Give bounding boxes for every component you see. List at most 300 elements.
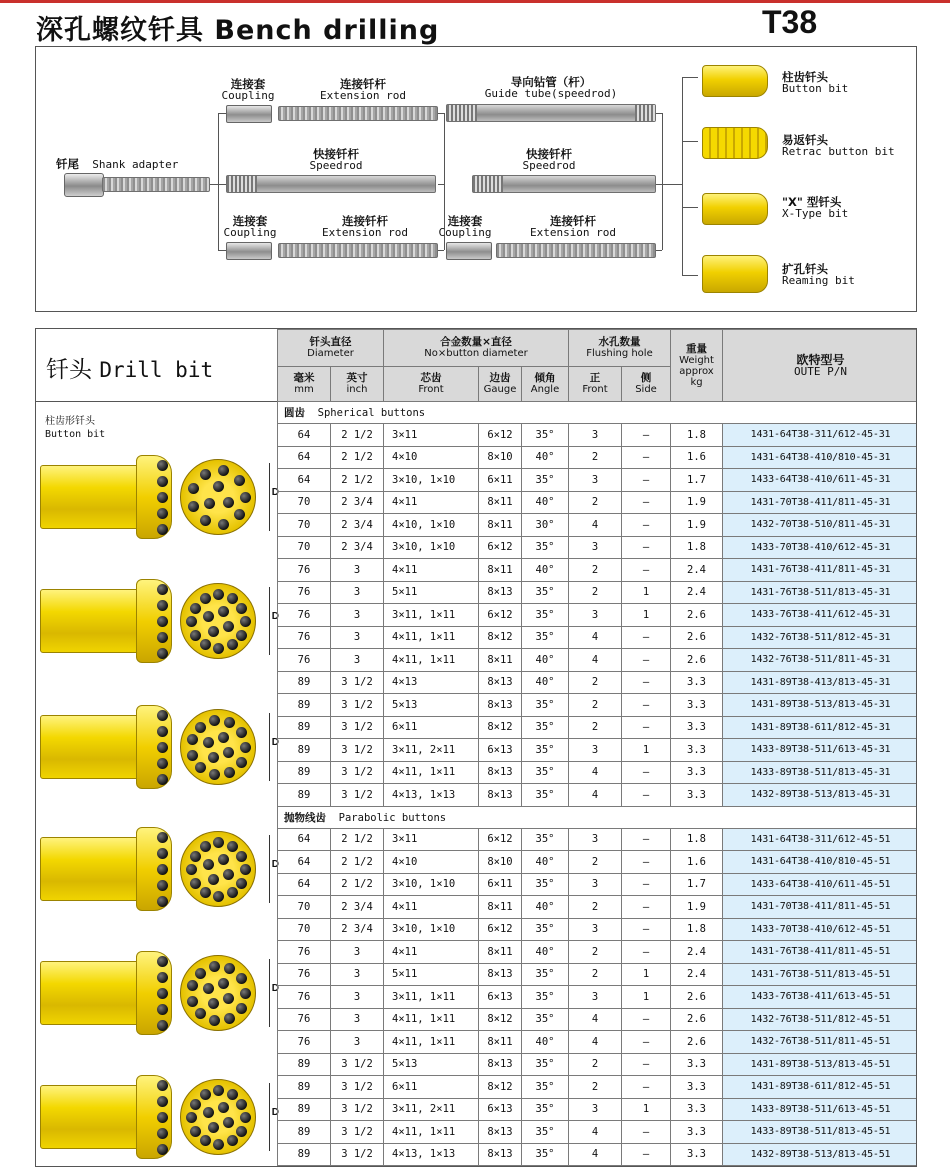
cell-flush-front: 2 [569, 896, 622, 919]
button-bit-illustration [40, 823, 279, 923]
cell-mm: 89 [278, 1143, 331, 1166]
cell-weight: 1.8 [671, 918, 723, 941]
cell-gauge: 8×13 [479, 1121, 522, 1144]
cell-part-number: 1433-89T38-511/613-45-51 [723, 1098, 917, 1121]
cell-mm: 89 [278, 784, 331, 807]
cell-flush-side: – [622, 1053, 671, 1076]
bit-label-reaming: 扩孔钎头 Reaming bit [782, 262, 855, 287]
bot-rod2-shape [496, 243, 656, 258]
cell-angle: 40° [522, 896, 569, 919]
top-rod-label: 连接钎杆 Extension rod [319, 77, 407, 102]
cell-angle: 40° [522, 941, 569, 964]
cell-mm: 89 [278, 1098, 331, 1121]
cell-weight: 1.9 [671, 896, 723, 919]
cell-part-number: 1433-70T38-410/612-45-51 [723, 918, 917, 941]
cell-mm: 89 [278, 671, 331, 694]
cell-gauge: 8×13 [479, 581, 522, 604]
cell-flush-side: – [622, 1031, 671, 1054]
mid-right-rod-label: 快接钎杆 Speedrod [522, 147, 576, 172]
cell-weight: 1.6 [671, 446, 723, 469]
cell-flush-side: – [622, 649, 671, 672]
cell-gauge: 6×13 [479, 739, 522, 762]
cell-part-number: 1432-76T38-511/812-45-31 [723, 626, 917, 649]
button-bit-illustration [40, 1071, 279, 1167]
top-coupling-label: 连接套 Coupling [221, 77, 275, 102]
shank-rod-shape [102, 177, 210, 192]
cell-flush-front: 2 [569, 1076, 622, 1099]
cell-gauge: 8×10 [479, 446, 522, 469]
cell-inch: 3 [331, 626, 384, 649]
cell-gauge: 8×13 [479, 694, 522, 717]
table-row [278, 1076, 918, 1099]
guide-tube-shape [446, 104, 656, 122]
page-title [36, 8, 439, 47]
cell-inch: 3 [331, 649, 384, 672]
cell-inch: 3 1/2 [331, 784, 384, 807]
cell-gauge: 8×11 [479, 896, 522, 919]
cell-inch: 3 [331, 1008, 384, 1031]
branch-line [656, 250, 662, 251]
button-bit-image [702, 65, 768, 97]
section-label-cn: 抛物线齿 [284, 811, 326, 824]
cell-angle: 35° [522, 424, 569, 447]
table-row [278, 896, 918, 919]
cell-inch: 3 [331, 559, 384, 582]
cell-front: 6×11 [384, 716, 479, 739]
cell-angle: 35° [522, 1121, 569, 1144]
cell-front: 5×11 [384, 581, 479, 604]
cell-flush-side: – [622, 918, 671, 941]
bit-face-icon [180, 583, 256, 659]
bit-face-icon [180, 1079, 256, 1155]
cell-part-number: 1432-89T38-513/813-45-51 [723, 1143, 917, 1166]
table-row [278, 716, 918, 739]
cell-flush-side: – [622, 559, 671, 582]
cell-flush-front: 3 [569, 739, 622, 762]
cell-flush-front: 3 [569, 1098, 622, 1121]
cell-flush-front: 4 [569, 626, 622, 649]
cell-flush-side: – [622, 851, 671, 874]
cell-angle: 35° [522, 873, 569, 896]
cell-front: 4×11, 1×11 [384, 649, 479, 672]
bit-label-retrac: 易返钎头 Retrac button bit [782, 133, 895, 158]
cell-angle: 35° [522, 1053, 569, 1076]
spec-table [277, 329, 917, 1166]
table-row [278, 649, 918, 672]
cell-flush-front: 4 [569, 784, 622, 807]
cell-gauge: 8×11 [479, 941, 522, 964]
table-row [278, 828, 918, 851]
cell-flush-side: – [622, 896, 671, 919]
cell-mm: 70 [278, 491, 331, 514]
cell-flush-front: 2 [569, 694, 622, 717]
cell-flush-front: 4 [569, 1143, 622, 1166]
top-coupling-shape [226, 105, 272, 123]
cell-inch: 3 1/2 [331, 1076, 384, 1099]
cell-weight: 3.3 [671, 716, 723, 739]
table-row [278, 469, 918, 492]
bot-coupling2-shape [446, 242, 492, 260]
cell-part-number: 1431-89T38-611/812-45-31 [723, 716, 917, 739]
branch-line [218, 113, 226, 114]
bot-coupling1-label: 连接套 Coupling [223, 214, 277, 239]
cell-inch: 3 [331, 581, 384, 604]
cell-mm: 64 [278, 851, 331, 874]
cell-angle: 30° [522, 514, 569, 537]
cell-weight: 2.6 [671, 1008, 723, 1031]
cell-angle: 40° [522, 1031, 569, 1054]
cell-part-number: 1431-76T38-411/811-45-51 [723, 941, 917, 964]
drill-bit-left-pane [36, 329, 277, 1166]
page-title-cn: 深孔螺纹钎具 [36, 15, 204, 46]
page-title-en: Bench drilling [214, 15, 440, 46]
cell-inch: 3 [331, 941, 384, 964]
bot-rod2-label: 连接钎杆 Extension rod [529, 214, 617, 239]
cell-part-number: 1431-64T38-311/612-45-31 [723, 424, 917, 447]
cell-part-number: 1431-89T38-611/812-45-51 [723, 1076, 917, 1099]
cell-weight: 3.3 [671, 1121, 723, 1144]
cell-flush-side: 1 [622, 986, 671, 1009]
diameter-marker: D [260, 959, 270, 1027]
cell-part-number: 1432-76T38-511/811-45-51 [723, 1031, 917, 1054]
bit-label-button: 柱齿钎头 Button bit [782, 70, 849, 95]
cell-front: 4×11, 1×11 [384, 1121, 479, 1144]
cell-mm: 76 [278, 1031, 331, 1054]
cell-angle: 35° [522, 828, 569, 851]
cell-flush-front: 3 [569, 469, 622, 492]
cell-gauge: 6×12 [479, 918, 522, 941]
drill-bit-spec-panel [35, 328, 917, 1167]
cell-inch: 2 3/4 [331, 918, 384, 941]
header-flushing: 水孔数量 Flushing hole [569, 330, 671, 367]
cell-weight: 1.8 [671, 424, 723, 447]
table-row [278, 536, 918, 559]
cell-angle: 35° [522, 1098, 569, 1121]
cell-front: 3×11, 1×11 [384, 986, 479, 1009]
cell-angle: 35° [522, 963, 569, 986]
table-row [278, 851, 918, 874]
cell-part-number: 1431-89T38-513/813-45-31 [723, 694, 917, 717]
cell-mm: 64 [278, 873, 331, 896]
spec-table-body [278, 402, 918, 1166]
cell-inch: 3 1/2 [331, 1143, 384, 1166]
cell-weight: 2.4 [671, 963, 723, 986]
cell-flush-front: 2 [569, 581, 622, 604]
cell-flush-front: 3 [569, 536, 622, 559]
cell-gauge: 8×10 [479, 851, 522, 874]
cell-front: 4×13 [384, 671, 479, 694]
cell-flush-side: – [622, 1076, 671, 1099]
cell-flush-side: – [622, 873, 671, 896]
cell-mm: 76 [278, 1008, 331, 1031]
guide-tube-label: 导向钻管（杆） Guide tube(speedrod) [484, 75, 618, 100]
header-gauge: 边齿 Gauge [479, 367, 522, 402]
header-flush-side: 侧 Side [622, 367, 671, 402]
cell-angle: 40° [522, 491, 569, 514]
cell-part-number: 1432-89T38-513/813-45-31 [723, 784, 917, 807]
table-row [278, 963, 918, 986]
cell-flush-front: 2 [569, 491, 622, 514]
cell-mm: 89 [278, 1121, 331, 1144]
cell-front: 5×13 [384, 694, 479, 717]
cell-part-number: 1433-70T38-410/612-45-31 [723, 536, 917, 559]
cell-flush-front: 4 [569, 649, 622, 672]
cell-front: 4×13, 1×13 [384, 784, 479, 807]
cell-gauge: 8×11 [479, 1031, 522, 1054]
cell-angle: 40° [522, 446, 569, 469]
branch-line [662, 184, 682, 185]
cell-gauge: 8×13 [479, 784, 522, 807]
cell-flush-front: 4 [569, 514, 622, 537]
header-mm: 毫米 mm [278, 367, 331, 402]
cell-inch: 3 1/2 [331, 1098, 384, 1121]
section-label-en: Spherical buttons [317, 407, 426, 419]
bit-label-x-type: "X" 型钎头 X-Type bit [782, 195, 849, 220]
section-header-row [278, 806, 918, 828]
cell-mm: 89 [278, 739, 331, 762]
cell-front: 5×13 [384, 1053, 479, 1076]
cell-weight: 2.6 [671, 604, 723, 627]
bit-face-icon [180, 831, 256, 907]
cell-inch: 2 1/2 [331, 446, 384, 469]
cell-angle: 35° [522, 761, 569, 784]
button-bit-illustration [40, 701, 279, 801]
cell-weight: 2.6 [671, 986, 723, 1009]
branch-line [682, 141, 698, 142]
cell-flush-side: – [622, 514, 671, 537]
cell-inch: 3 [331, 963, 384, 986]
cell-flush-front: 3 [569, 918, 622, 941]
diameter-marker: D [260, 835, 270, 903]
table-row [278, 491, 918, 514]
cell-part-number: 1431-76T38-511/813-45-51 [723, 963, 917, 986]
cell-flush-front: 4 [569, 1031, 622, 1054]
cell-inch: 3 1/2 [331, 1121, 384, 1144]
cell-inch: 2 3/4 [331, 491, 384, 514]
section-header-row [278, 402, 918, 424]
cell-gauge: 6×13 [479, 1098, 522, 1121]
cell-part-number: 1432-76T38-511/811-45-31 [723, 649, 917, 672]
shank-adapter-shape [64, 173, 104, 197]
cell-front: 3×10, 1×10 [384, 918, 479, 941]
table-row [278, 1008, 918, 1031]
cell-part-number: 1432-70T38-510/811-45-31 [723, 514, 917, 537]
table-row [278, 671, 918, 694]
cell-front: 4×11 [384, 491, 479, 514]
cell-front: 4×11, 1×11 [384, 1008, 479, 1031]
mid-right-speedrod-shape [472, 175, 656, 193]
table-row [278, 1098, 918, 1121]
table-row [278, 514, 918, 537]
cell-front: 3×11 [384, 828, 479, 851]
cell-flush-side: – [622, 1121, 671, 1144]
cell-part-number: 1433-64T38-410/611-45-31 [723, 469, 917, 492]
bot-coupling2-label: 连接套 Coupling [438, 214, 492, 239]
cell-mm: 76 [278, 581, 331, 604]
cell-mm: 64 [278, 828, 331, 851]
cell-flush-front: 2 [569, 716, 622, 739]
table-row [278, 986, 918, 1009]
cell-flush-side: – [622, 536, 671, 559]
cell-weight: 1.9 [671, 514, 723, 537]
cell-part-number: 1433-89T38-511/813-45-31 [723, 761, 917, 784]
cell-flush-front: 2 [569, 941, 622, 964]
cell-angle: 35° [522, 918, 569, 941]
cell-flush-front: 2 [569, 851, 622, 874]
cell-angle: 35° [522, 1076, 569, 1099]
cell-gauge: 6×12 [479, 828, 522, 851]
cell-gauge: 8×11 [479, 491, 522, 514]
cell-flush-front: 4 [569, 761, 622, 784]
cell-gauge: 8×13 [479, 1143, 522, 1166]
cell-flush-front: 2 [569, 446, 622, 469]
cell-weight: 2.4 [671, 941, 723, 964]
cell-flush-side: – [622, 716, 671, 739]
cell-inch: 2 1/2 [331, 828, 384, 851]
cell-front: 3×10, 1×10 [384, 873, 479, 896]
cell-weight: 1.8 [671, 828, 723, 851]
diameter-marker: D [260, 587, 270, 655]
cell-gauge: 6×11 [479, 469, 522, 492]
table-row [278, 918, 918, 941]
cell-mm: 76 [278, 941, 331, 964]
cell-part-number: 1431-76T38-511/813-45-31 [723, 581, 917, 604]
model-code: T38 [762, 4, 818, 40]
table-row [278, 581, 918, 604]
button-bit-illustration [40, 575, 279, 675]
branch-line [682, 77, 683, 275]
cell-mm: 64 [278, 424, 331, 447]
cell-inch: 2 3/4 [331, 896, 384, 919]
cell-front: 3×10, 1×10 [384, 536, 479, 559]
branch-line [218, 184, 226, 185]
diameter-marker: D [260, 1083, 270, 1151]
cell-mm: 76 [278, 986, 331, 1009]
cell-weight: 1.9 [671, 491, 723, 514]
cell-weight: 1.8 [671, 536, 723, 559]
cell-gauge: 8×12 [479, 716, 522, 739]
cell-part-number: 1431-76T38-411/811-45-31 [723, 559, 917, 582]
cell-inch: 3 1/2 [331, 761, 384, 784]
cell-angle: 35° [522, 716, 569, 739]
cell-flush-side: – [622, 941, 671, 964]
cell-mm: 76 [278, 604, 331, 627]
diameter-marker: D [260, 713, 270, 781]
cell-flush-front: 3 [569, 424, 622, 447]
cell-weight: 2.4 [671, 559, 723, 582]
button-bit-subtitle: 柱齿形钎头 Button bit [45, 416, 106, 440]
cell-angle: 40° [522, 559, 569, 582]
cell-part-number: 1431-70T38-411/811-45-51 [723, 896, 917, 919]
cell-angle: 40° [522, 671, 569, 694]
cell-flush-front: 3 [569, 828, 622, 851]
branch-line [210, 184, 218, 185]
cell-front: 4×11, 1×11 [384, 626, 479, 649]
header-diameter: 钎头直径 Diameter [278, 330, 384, 367]
cell-part-number: 1433-64T38-410/611-45-51 [723, 873, 917, 896]
cell-gauge: 8×11 [479, 514, 522, 537]
reaming-bit-image [702, 255, 768, 293]
table-row [278, 446, 918, 469]
cell-mm: 70 [278, 536, 331, 559]
cell-angle: 35° [522, 1143, 569, 1166]
section-label-en: Parabolic buttons [338, 811, 447, 824]
branch-line [438, 250, 444, 251]
cell-flush-side: – [622, 671, 671, 694]
cell-angle: 35° [522, 469, 569, 492]
cell-mm: 89 [278, 1076, 331, 1099]
cell-flush-side: 1 [622, 604, 671, 627]
header-weight: 重量 Weight approx kg [671, 330, 723, 402]
cell-flush-side: – [622, 446, 671, 469]
top-accent-line [0, 0, 950, 3]
cell-weight: 3.3 [671, 671, 723, 694]
cell-flush-side: – [622, 694, 671, 717]
cell-flush-front: 3 [569, 986, 622, 1009]
branch-line [218, 250, 226, 251]
cell-weight: 3.3 [671, 784, 723, 807]
button-bit-illustration [40, 947, 279, 1047]
cell-flush-side: – [622, 491, 671, 514]
cell-front: 3×11, 2×11 [384, 1098, 479, 1121]
top-rod-shape [278, 106, 438, 121]
cell-front: 3×11 [384, 424, 479, 447]
section-label-cn: 圆齿 [284, 407, 305, 419]
cell-front: 3×11, 1×11 [384, 604, 479, 627]
cell-mm: 70 [278, 918, 331, 941]
cell-mm: 76 [278, 963, 331, 986]
retrac-bit-image [702, 127, 768, 159]
cell-gauge: 8×13 [479, 1053, 522, 1076]
cell-front: 6×11 [384, 1076, 479, 1099]
cell-gauge: 6×12 [479, 536, 522, 559]
cell-weight: 1.6 [671, 851, 723, 874]
cell-flush-side: – [622, 828, 671, 851]
cell-inch: 3 [331, 1031, 384, 1054]
cell-gauge: 8×13 [479, 671, 522, 694]
cell-front: 5×11 [384, 963, 479, 986]
cell-weight: 1.7 [671, 873, 723, 896]
bot-rod1-shape [278, 243, 438, 258]
cell-flush-side: – [622, 1008, 671, 1031]
bot-rod1-label: 连接钎杆 Extension rod [321, 214, 409, 239]
header-part-number: 欧特型号 OUTE P/N [723, 330, 917, 402]
table-row [278, 784, 918, 807]
cell-flush-side: – [622, 1143, 671, 1166]
cell-gauge: 8×11 [479, 559, 522, 582]
cell-front: 4×11 [384, 941, 479, 964]
cell-gauge: 8×12 [479, 1076, 522, 1099]
branch-line [662, 113, 663, 250]
drill-string-diagram [35, 46, 917, 312]
branch-line [682, 77, 698, 78]
branch-line [682, 275, 698, 276]
cell-inch: 3 1/2 [331, 671, 384, 694]
cell-mm: 64 [278, 446, 331, 469]
cell-flush-side: – [622, 626, 671, 649]
cell-angle: 35° [522, 986, 569, 1009]
cell-part-number: 1431-64T38-410/810-45-31 [723, 446, 917, 469]
cell-angle: 35° [522, 536, 569, 559]
cell-part-number: 1433-89T38-511/813-45-51 [723, 1121, 917, 1144]
cell-inch: 3 [331, 986, 384, 1009]
cell-front: 4×11 [384, 896, 479, 919]
cell-inch: 2 1/2 [331, 424, 384, 447]
x-type-bit-image [702, 193, 768, 225]
cell-mm: 76 [278, 559, 331, 582]
shank-label: 钎尾 Shank adapter [56, 157, 179, 171]
cell-part-number: 1433-76T38-411/612-45-31 [723, 604, 917, 627]
